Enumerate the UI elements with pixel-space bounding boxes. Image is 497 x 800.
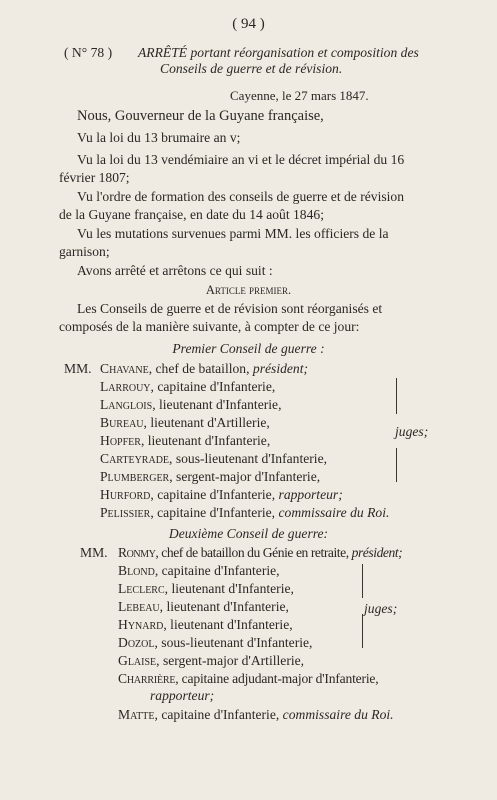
council2-title: Deuxième Conseil de guerre:: [168, 526, 329, 541]
preamble-line: Nous, Gouverneur de la Guyane française,: [77, 108, 324, 124]
decree-title-line2: Conseils de guerre et de révision.: [160, 61, 343, 76]
member-line: Hopfer, lieutenant d'Infanterie,: [100, 433, 271, 448]
brace: [354, 564, 363, 598]
preamble-line: Vu l'ordre de formation des conseils de guerre et de révision: [77, 189, 405, 204]
member-line: rapporteur;: [150, 688, 215, 703]
member-line: Carteyrade, sous-lieutenant d'Infanterie,: [100, 451, 327, 466]
preamble-line: Vu la loi du 13 vendémiaire an vi et le décret impérial du 16: [77, 152, 405, 167]
member-line: Hynard, lieutenant d'Infanterie,: [118, 617, 293, 632]
council1-title: Premier Conseil de guerre :: [172, 341, 325, 356]
article-text: composés de la manière suivante, à compter de ce jour:: [59, 319, 360, 334]
article-title: Article premier.: [205, 283, 292, 297]
member-line: Glaise, sergent-major d'Artillerie,: [118, 653, 305, 668]
juges-label: juges;: [364, 601, 398, 616]
member-line: Ronmy, chef de bataillon du Génie en retraite, président;: [118, 545, 403, 560]
page-number: ( 94 ): [232, 16, 265, 32]
date-line: Cayenne, le 27 mars 1847.: [230, 88, 369, 103]
preamble-line: février 1807;: [59, 170, 130, 185]
member-line: Plumberger, sergent-major d'Infanterie,: [100, 469, 321, 484]
member-line: Charrière, capitaine adjudant-major d'Infanterie,: [118, 671, 379, 686]
member-line: Langlois, lieutenant d'Infanterie,: [100, 397, 282, 412]
preamble-line: de la Guyane française, en date du 14 août 1846;: [59, 207, 324, 222]
member-line: Chavane, chef de bataillon, président;: [100, 361, 309, 376]
juges-label: juges;: [395, 424, 429, 439]
member-line: Leclerc, lieutenant d'Infanterie,: [118, 581, 294, 596]
member-line: Dozol, sous-lieutenant d'Infanterie,: [118, 635, 313, 650]
member-line: Bureau, lieutenant d'Artillerie,: [100, 415, 270, 430]
member-line: Larrouy, capitaine d'Infanterie,: [100, 379, 276, 394]
brace: [388, 448, 397, 482]
decree-title-line1: ARRÊTÉ portant réorganisation et composition des: [138, 45, 419, 60]
article-text: Les Conseils de guerre et de révision sont réorganisés et: [77, 301, 383, 316]
preamble-line: garnison;: [59, 244, 110, 259]
decree-number: ( N° 78 ): [64, 45, 113, 60]
member-line: Hurford, capitaine d'Infanterie, rapporteur;: [100, 487, 343, 502]
council2-mm: MM.: [80, 545, 108, 560]
preamble-line: Avons arrêté et arrêtons ce qui suit :: [77, 263, 273, 278]
council1-mm: MM.: [64, 361, 92, 376]
member-line: Pelissier, capitaine d'Infanterie, commissaire du Roi.: [100, 505, 390, 520]
preamble-line: Vu les mutations survenues parmi MM. les officiers de la: [77, 226, 389, 241]
brace: [388, 378, 397, 414]
member-line: Lebeau, lieutenant d'Infanterie,: [118, 599, 289, 614]
member-line: Blond, capitaine d'Infanterie,: [118, 563, 280, 578]
brace: [354, 614, 363, 648]
member-line: Matte, capitaine d'Infanterie, commissaire du Roi.: [118, 707, 394, 722]
preamble-line: Vu la loi du 13 brumaire an v;: [77, 130, 241, 145]
